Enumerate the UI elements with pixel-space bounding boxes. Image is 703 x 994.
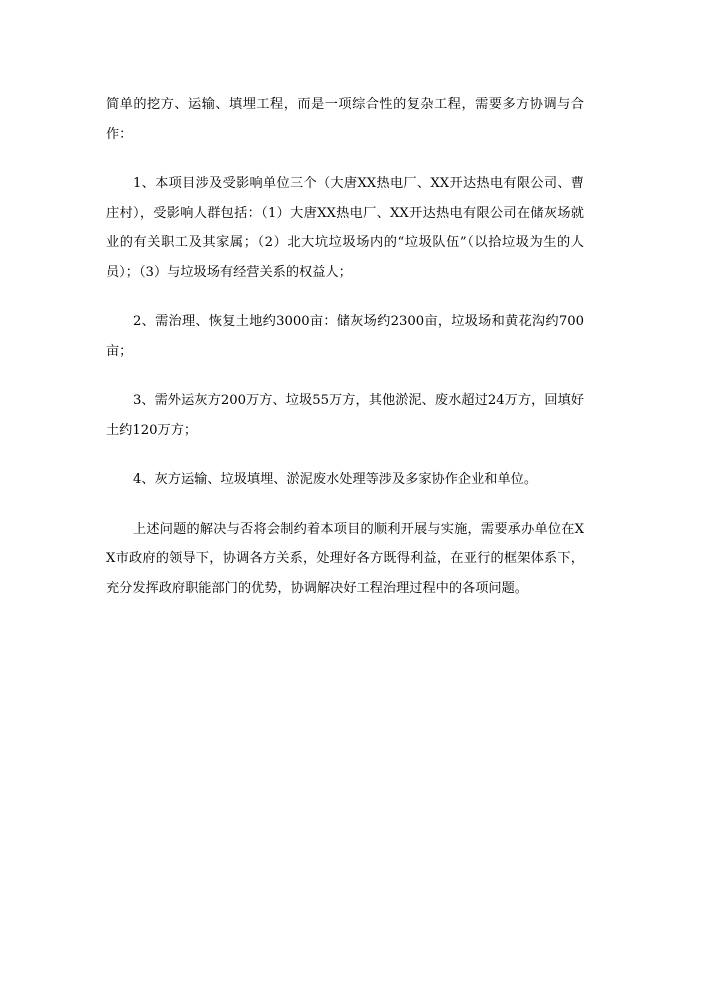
paragraph-conclusion: 上述问题的解决与否将会制约着本项目的顺利开展与实施，需要承办单位在XX市政府的领导下，协调各方关系，处理好各方既得利益，在亚行的框架体系下，充分发挥政府职能部门的优势，协调解决好工程治理过程中的各项问题。	[106, 521, 584, 596]
paragraph-continuation: 简单的挖方、运输、填埋工程，而是一项综合性的复杂工程，需要多方协调与合作：	[106, 97, 584, 142]
paragraph-item-1: 1、本项目涉及受影响单位三个（大唐XX热电厂、XX开达热电有限公司、曹庄村），受影响人群包括：（1）大唐XX热电厂、XX开达热电有限公司在储灰场就业的有关职工及其家属；（2）北大坑垃圾场内的“垃圾队伍”（以拾垃圾为生的人员）；（3）与垃圾场有经营关系的权益人；	[106, 176, 584, 280]
paragraph-item-4: 4、灰方运输、垃圾填埋、淤泥废水处理等涉及多家协作企业和单位。	[133, 472, 538, 487]
document-body	[106, 90, 584, 623]
paragraph-item-3: 3、需外运灰方200万方、垃圾55万方，其他淤泥、废水超过24万方，回填好土约120万方；	[106, 393, 584, 438]
paragraph-item-2: 2、需治理、恢复土地约3000亩：储灰场约2300亩，垃圾场和黄花沟约700亩；	[106, 314, 584, 359]
